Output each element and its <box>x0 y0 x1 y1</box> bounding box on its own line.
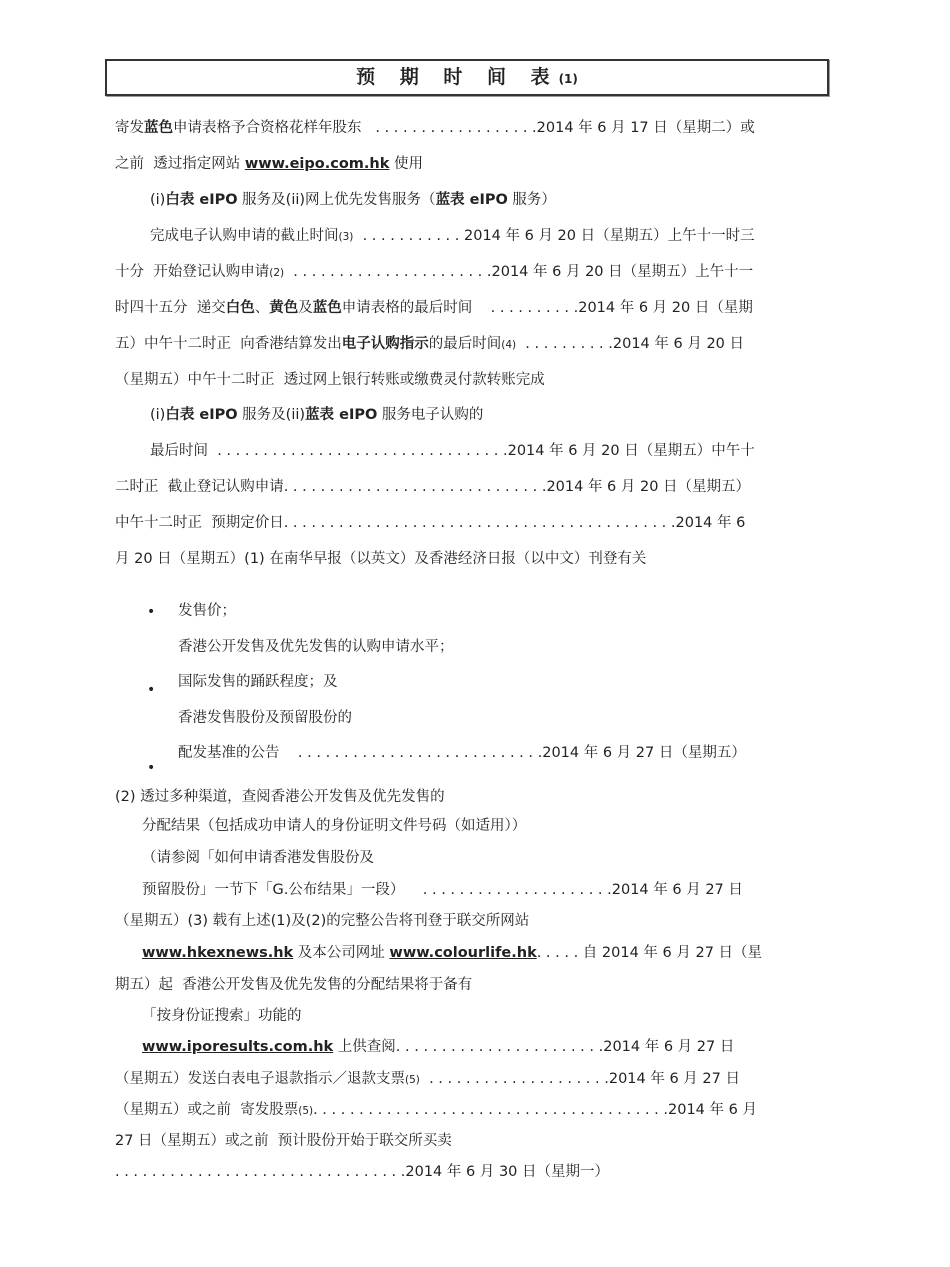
timetable-line <box>150 226 755 247</box>
bullet: • <box>147 760 156 776</box>
line-text: 「按身份证搜索」功能的 <box>142 1008 302 1024</box>
timetable-line <box>115 370 545 390</box>
line-text: 月 20 日（星期五）(1) 在南华早报（以英文）及香港经济日报（以中文）刊登有关 <box>115 551 647 567</box>
line-text: （星期五）或之前 寄发股票 <box>115 1102 299 1118</box>
line-text: 之前 透过指定网站 <box>115 156 245 172</box>
timetable-line <box>115 787 445 807</box>
timetable-line <box>115 154 423 174</box>
line-text: 服务及(ii)网上优先发售服务（ <box>237 192 436 208</box>
timetable-line <box>178 743 746 763</box>
line-text: 蓝色 <box>312 300 342 316</box>
line-text: （请参阅「如何申请香港发售股份及 <box>142 850 374 866</box>
line-text: . . . . . . . . . .2014 年 6 月 20 日 <box>516 336 745 352</box>
timetable-line <box>115 118 755 138</box>
line-text: 、 <box>254 300 270 316</box>
line-text: 预留股份」一节下「G.公布结果」一段） . . . . . . . . . . . . . . . . . . . . .2014 年 6 月 27 日 <box>142 882 743 898</box>
title-footnote: (1) <box>558 72 578 86</box>
timetable-line <box>115 1131 452 1151</box>
timetable-line <box>115 549 646 569</box>
timetable-line <box>178 601 236 621</box>
timetable-line <box>142 1006 302 1026</box>
line-text: 白色 <box>225 300 255 316</box>
footnote-ref: (2) <box>269 267 285 279</box>
website-link[interactable]: www.hkexnews.hk <box>142 945 294 961</box>
footnote-ref: (3) <box>338 231 354 243</box>
line-text: 白表 eIPO <box>165 192 238 208</box>
line-text: 服务） <box>507 192 556 208</box>
line-text: . . . . . . . . . . . . . . . . . . . . . . . . . . . . . . . .2014 年 6 月 30 日（星期一） <box>115 1164 609 1180</box>
line-text: 二时正 截止登记认购申请. . . . . . . . . . . . . . . . . . . . . . . . . . . . .2014 年 6 月 20 日（星期五） <box>115 479 751 495</box>
line-text: （星期五）(3) 载有上述(1)及(2)的完整公告将刊登于联交所网站 <box>115 913 530 929</box>
line-text: 27 日（星期五）或之前 预计股份开始于联交所买卖 <box>115 1133 452 1149</box>
line-text: 最后时间 . . . . . . . . . . . . . . . . . . . . . . . . . . . . . . . .2014 年 6 月 20 日（星期五）中午十 <box>150 443 755 459</box>
page-title <box>356 66 578 88</box>
timetable-line <box>142 943 762 963</box>
title-text: 预 期 时 间 表 <box>356 66 559 88</box>
timetable-line <box>115 1069 740 1090</box>
line-text: . . . . . . . . . . . 2014 年 6 月 20 日（星期五）上午十一时三 <box>353 228 755 244</box>
timetable-line <box>115 513 745 533</box>
line-text: 分配结果（包括成功申请人的身份证明文件号码（如适用）） <box>142 818 527 834</box>
timetable-line <box>115 1100 757 1121</box>
line-text: 蓝表 eIPO <box>305 407 378 423</box>
line-text: 香港发售股份及预留股份的 <box>178 710 352 726</box>
line-text: 时四十五分 递交 <box>115 300 226 316</box>
line-text: 五）中午十二时正 向香港结算发出 <box>115 336 342 352</box>
timetable-line <box>178 708 352 728</box>
line-text: 完成电子认购申请的截止时间 <box>150 228 339 244</box>
timetable-line <box>142 1037 734 1057</box>
timetable-line <box>142 880 743 900</box>
line-text: (i) <box>150 407 166 423</box>
line-text: 的最后时间 <box>428 336 502 352</box>
line-text: 蓝色 <box>144 120 173 136</box>
title-box <box>105 59 829 96</box>
line-text: . . . . . . . . . . . . . . . . . . . .2014 年 6 月 27 日 <box>419 1071 740 1087</box>
bullet: • <box>147 682 156 698</box>
line-text: 及本公司网址 <box>293 945 390 961</box>
line-text: (2) 透过多种渠道，查阅香港公开发售及优先发售的 <box>115 789 445 805</box>
line-text: 使用 <box>389 156 423 172</box>
timetable-line <box>115 298 753 318</box>
line-text: (i) <box>150 192 166 208</box>
line-text: （星期五）中午十二时正 透过网上银行转账或缴费灵付款转账完成 <box>115 372 545 388</box>
timetable-line <box>115 477 750 497</box>
timetable-line <box>115 911 529 931</box>
line-text: . . . . . . . . . . . . . . . . . . . . . . . . . . . . . . . . . . . . . . .2014 年 6 月 <box>313 1102 757 1118</box>
line-text: 中午十二时正 预期定价日. . . . . . . . . . . . . . . . . . . . . . . . . . . . . . . . . . . . . . . . . . .2014 年 6 <box>115 515 746 531</box>
line-text: 发售价； <box>178 603 236 619</box>
bullet: • <box>147 604 156 620</box>
line-text: 十分 开始登记认购申请 <box>115 264 270 280</box>
line-text: 申请表格的最后时间 . . . . . . . . . .2014 年 6 月 20 日（星期 <box>341 300 753 316</box>
line-text: 香港公开发售及优先发售的认购申请水平； <box>178 639 454 655</box>
timetable-line <box>115 975 472 995</box>
line-text: 电子认购指示 <box>341 336 429 352</box>
footnote-ref: (4) <box>501 339 517 351</box>
timetable-line <box>115 1162 609 1182</box>
line-text: 申请表格予合资格花样年股东 . . . . . . . . . . . . . . . . . .2014 年 6 月 17 日（星期二）或 <box>173 120 755 136</box>
timetable-line <box>150 190 556 210</box>
timetable-line <box>115 262 753 283</box>
line-text: 及 <box>298 300 313 316</box>
line-text: . . . . . . . . . . . . . . . . . . . . . .2014 年 6 月 20 日（星期五）上午十一 <box>284 264 754 280</box>
line-text: 期五）起 香港公开发售及优先发售的分配结果将于备有 <box>115 977 473 993</box>
website-link[interactable]: www.colourlife.hk <box>389 945 537 961</box>
line-text: 服务及(ii) <box>237 407 306 423</box>
line-text: （星期五）发送白表电子退款指示／退款支票 <box>115 1071 405 1087</box>
timetable-line <box>115 334 744 355</box>
line-text: 黄色 <box>269 300 299 316</box>
timetable-line <box>142 816 526 836</box>
line-text: 服务电子认购的 <box>377 407 484 423</box>
footnote-ref: (5) <box>298 1105 314 1117</box>
line-text: 寄发 <box>115 120 144 136</box>
website-link[interactable]: www.iporesults.com.hk <box>142 1039 334 1055</box>
line-text: 配发基准的公告 . . . . . . . . . . . . . . . . . . . . . . . . . . .2014 年 6 月 27 日（星期五） <box>178 745 746 761</box>
timetable-line <box>178 637 454 657</box>
timetable-line <box>150 441 755 461</box>
line-text: . . . . . 自 2014 年 6 月 27 日（星 <box>536 945 763 961</box>
footnote-ref: (5) <box>405 1074 420 1086</box>
line-text: 白表 eIPO <box>165 407 238 423</box>
timetable-line <box>150 405 483 425</box>
timetable-line <box>178 672 338 692</box>
line-text: 蓝表 eIPO <box>435 192 508 208</box>
line-text: 国际发售的踊跃程度；及 <box>178 674 338 690</box>
website-link[interactable]: www.eipo.com.hk <box>244 156 390 172</box>
line-text: 上供查阅. . . . . . . . . . . . . . . . . . . . . . .2014 年 6 月 27 日 <box>333 1039 735 1055</box>
timetable-line <box>142 848 374 868</box>
